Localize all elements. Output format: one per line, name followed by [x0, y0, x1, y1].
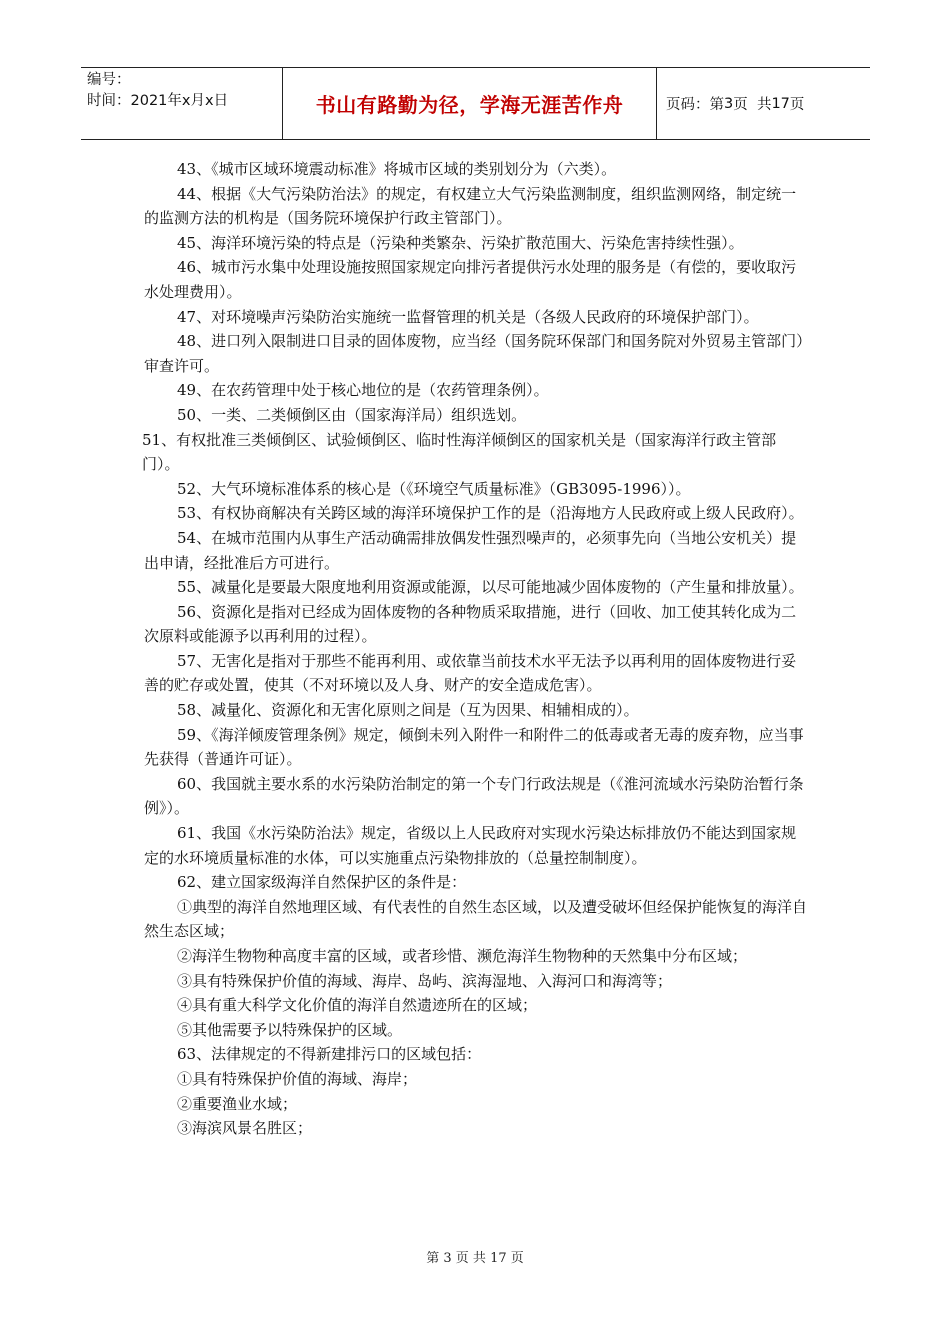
document-body: [144, 157, 808, 1141]
paragraph-50: 50、一类、二类倾倒区由（国家海洋局）组织选划。: [177, 405, 527, 424]
paragraph-52: 52、大气环境标准体系的核心是（《环境空气质量标准》（GB3095-1996））。: [177, 479, 691, 498]
paragraph-63: 63、法律规定的不得新建排污口的区域包括：: [177, 1045, 482, 1064]
footer-suffix: 页: [510, 1251, 524, 1266]
footer-current: 3: [443, 1251, 452, 1266]
paragraph-53: 53、有权协商解决有关跨区域的海洋环境保护工作的是（沿海地方人民政府或上级人民政府）。: [177, 504, 804, 523]
paragraph-58: 58、减量化、资源化和无害化原则之间是（互为因果、相辅相成的）。: [177, 701, 639, 720]
list-item-62-4: ④具有重大科学文化价值的海洋自然遗迹所在的区域；: [177, 996, 538, 1015]
page-total: 17: [771, 95, 790, 112]
footer-middle: 页 共: [455, 1251, 486, 1266]
paragraph-54: 54、在城市范围内从事生产活动确需排放偶发性强烈噪声的，必须事先向（当地公安机关）提出申请，经批准后方可进行。: [144, 528, 797, 572]
paragraph-57: 57、无害化是指对于那些不能再利用、或依靠当前技术水平无法予以再利用的固体废物进行妥善的贮存或处置，使其（不对环境以及人身、财产的安全造成危害）。: [144, 651, 797, 695]
page-prefix: 页码：第: [666, 97, 724, 113]
paragraph-49: 49、在农药管理中处于核心地位的是（农药管理条例）。: [177, 381, 549, 400]
list-item-62-5: ⑤其他需要予以特殊保护的区域。: [177, 1020, 403, 1039]
paragraph-60: 60、我国就主要水系的水污染防治制定的第一个专门行政法规是（《淮河流域水污染防治暂行条例》）。: [144, 774, 804, 818]
paragraph-51: 51、有权批准三类倾倒区、试验倾倒区、临时性海洋倾倒区的国家机关是（国家海洋行政主管部门）。: [142, 430, 777, 474]
list-item-62-1: ①典型的海洋自然地理区域、有代表性的自然生态区域，以及遭受破坏但经保护能恢复的海洋自然生态区域；: [144, 897, 808, 941]
footer-prefix: 第: [426, 1251, 440, 1266]
list-item-63-3: ③海滨风景名胜区；: [177, 1119, 313, 1138]
paragraph-59: 59、《海洋倾废管理条例》规定，倾倒未列入附件一和附件二的低毒或者无毒的废弃物，应当事先获得（普通许可证）。: [144, 725, 804, 769]
header-motto-cell: [283, 68, 657, 139]
paragraph-56: 56、资源化是指对已经成为固体废物的各种物质采取措施，进行（回收、加工使其转化成为二次原料或能源予以再利用的过程）。: [144, 602, 797, 646]
date-label: 时间：2021年x月x日: [87, 93, 229, 109]
paragraph-43: 43、《城市区域环境震动标准》将城市区域的类别划分为（六类）。: [177, 160, 617, 178]
page-footer: [0, 1247, 950, 1266]
paragraph-47: 47、对环境噪声污染防治实施统一监督管理的机关是（各级人民政府的环境保护部门）。: [177, 307, 759, 326]
number-label: 编号：: [87, 72, 131, 88]
paragraph-46: 46、城市污水集中处理设施按照国家规定向排污者提供污水处理的服务是（有偿的，要收取污水处理费用）。: [144, 258, 797, 301]
paragraph-45: 45、海洋环境污染的特点是（污染种类繁杂、污染扩散范围大、污染危害持续性强）。: [177, 233, 744, 252]
paragraph-44: 44、根据《大气污染防治法》的规定，有权建立大气污染监测制度，组织监测网络，制定统一的监测方法的机构是（国务院环境保护行政主管部门）。: [144, 184, 797, 228]
list-item-62-2: ②海洋生物物种高度丰富的区域，或者珍惜、濒危海洋生物物种的天然集中分布区域；: [177, 947, 748, 965]
page-current: 3: [724, 95, 734, 112]
footer-total: 17: [490, 1251, 507, 1266]
paragraph-62: 62、建立国家级海洋自然保护区的条件是：: [177, 873, 467, 892]
page-middle: 页 共: [733, 97, 772, 113]
paragraph-61: 61、我国《水污染防治法》规定，省级以上人民政府对实现水污染达标排放仍不能达到国家规定的水环境质量标准的水体，可以实施重点污染物排放的（总量控制制度）。: [144, 824, 797, 867]
page-header: [81, 67, 870, 140]
list-item-63-1: ①具有特殊保护价值的海域、海岸；: [177, 1069, 418, 1088]
paragraph-48: 48、进口列入限制进口目录的固体废物，应当经（国务院环保部门和国务院对外贸易主管部门）审查许可。: [144, 332, 804, 375]
list-item-62-3: ③具有特殊保护价值的海域、海岸、岛屿、滨海湿地、入海河口和海湾等；: [177, 971, 673, 990]
header-page-cell: [657, 68, 870, 139]
header-left-cell: [81, 68, 283, 139]
paragraph-55: 55、减量化是要最大限度地利用资源或能源，以尽可能地减少固体废物的（产生量和排放量）。: [177, 578, 804, 597]
page-suffix: 页: [789, 97, 805, 113]
list-item-63-2: ②重要渔业水域；: [177, 1094, 298, 1113]
motto-text: 书山有路勤为径，学海无涯苦作舟: [315, 93, 624, 117]
